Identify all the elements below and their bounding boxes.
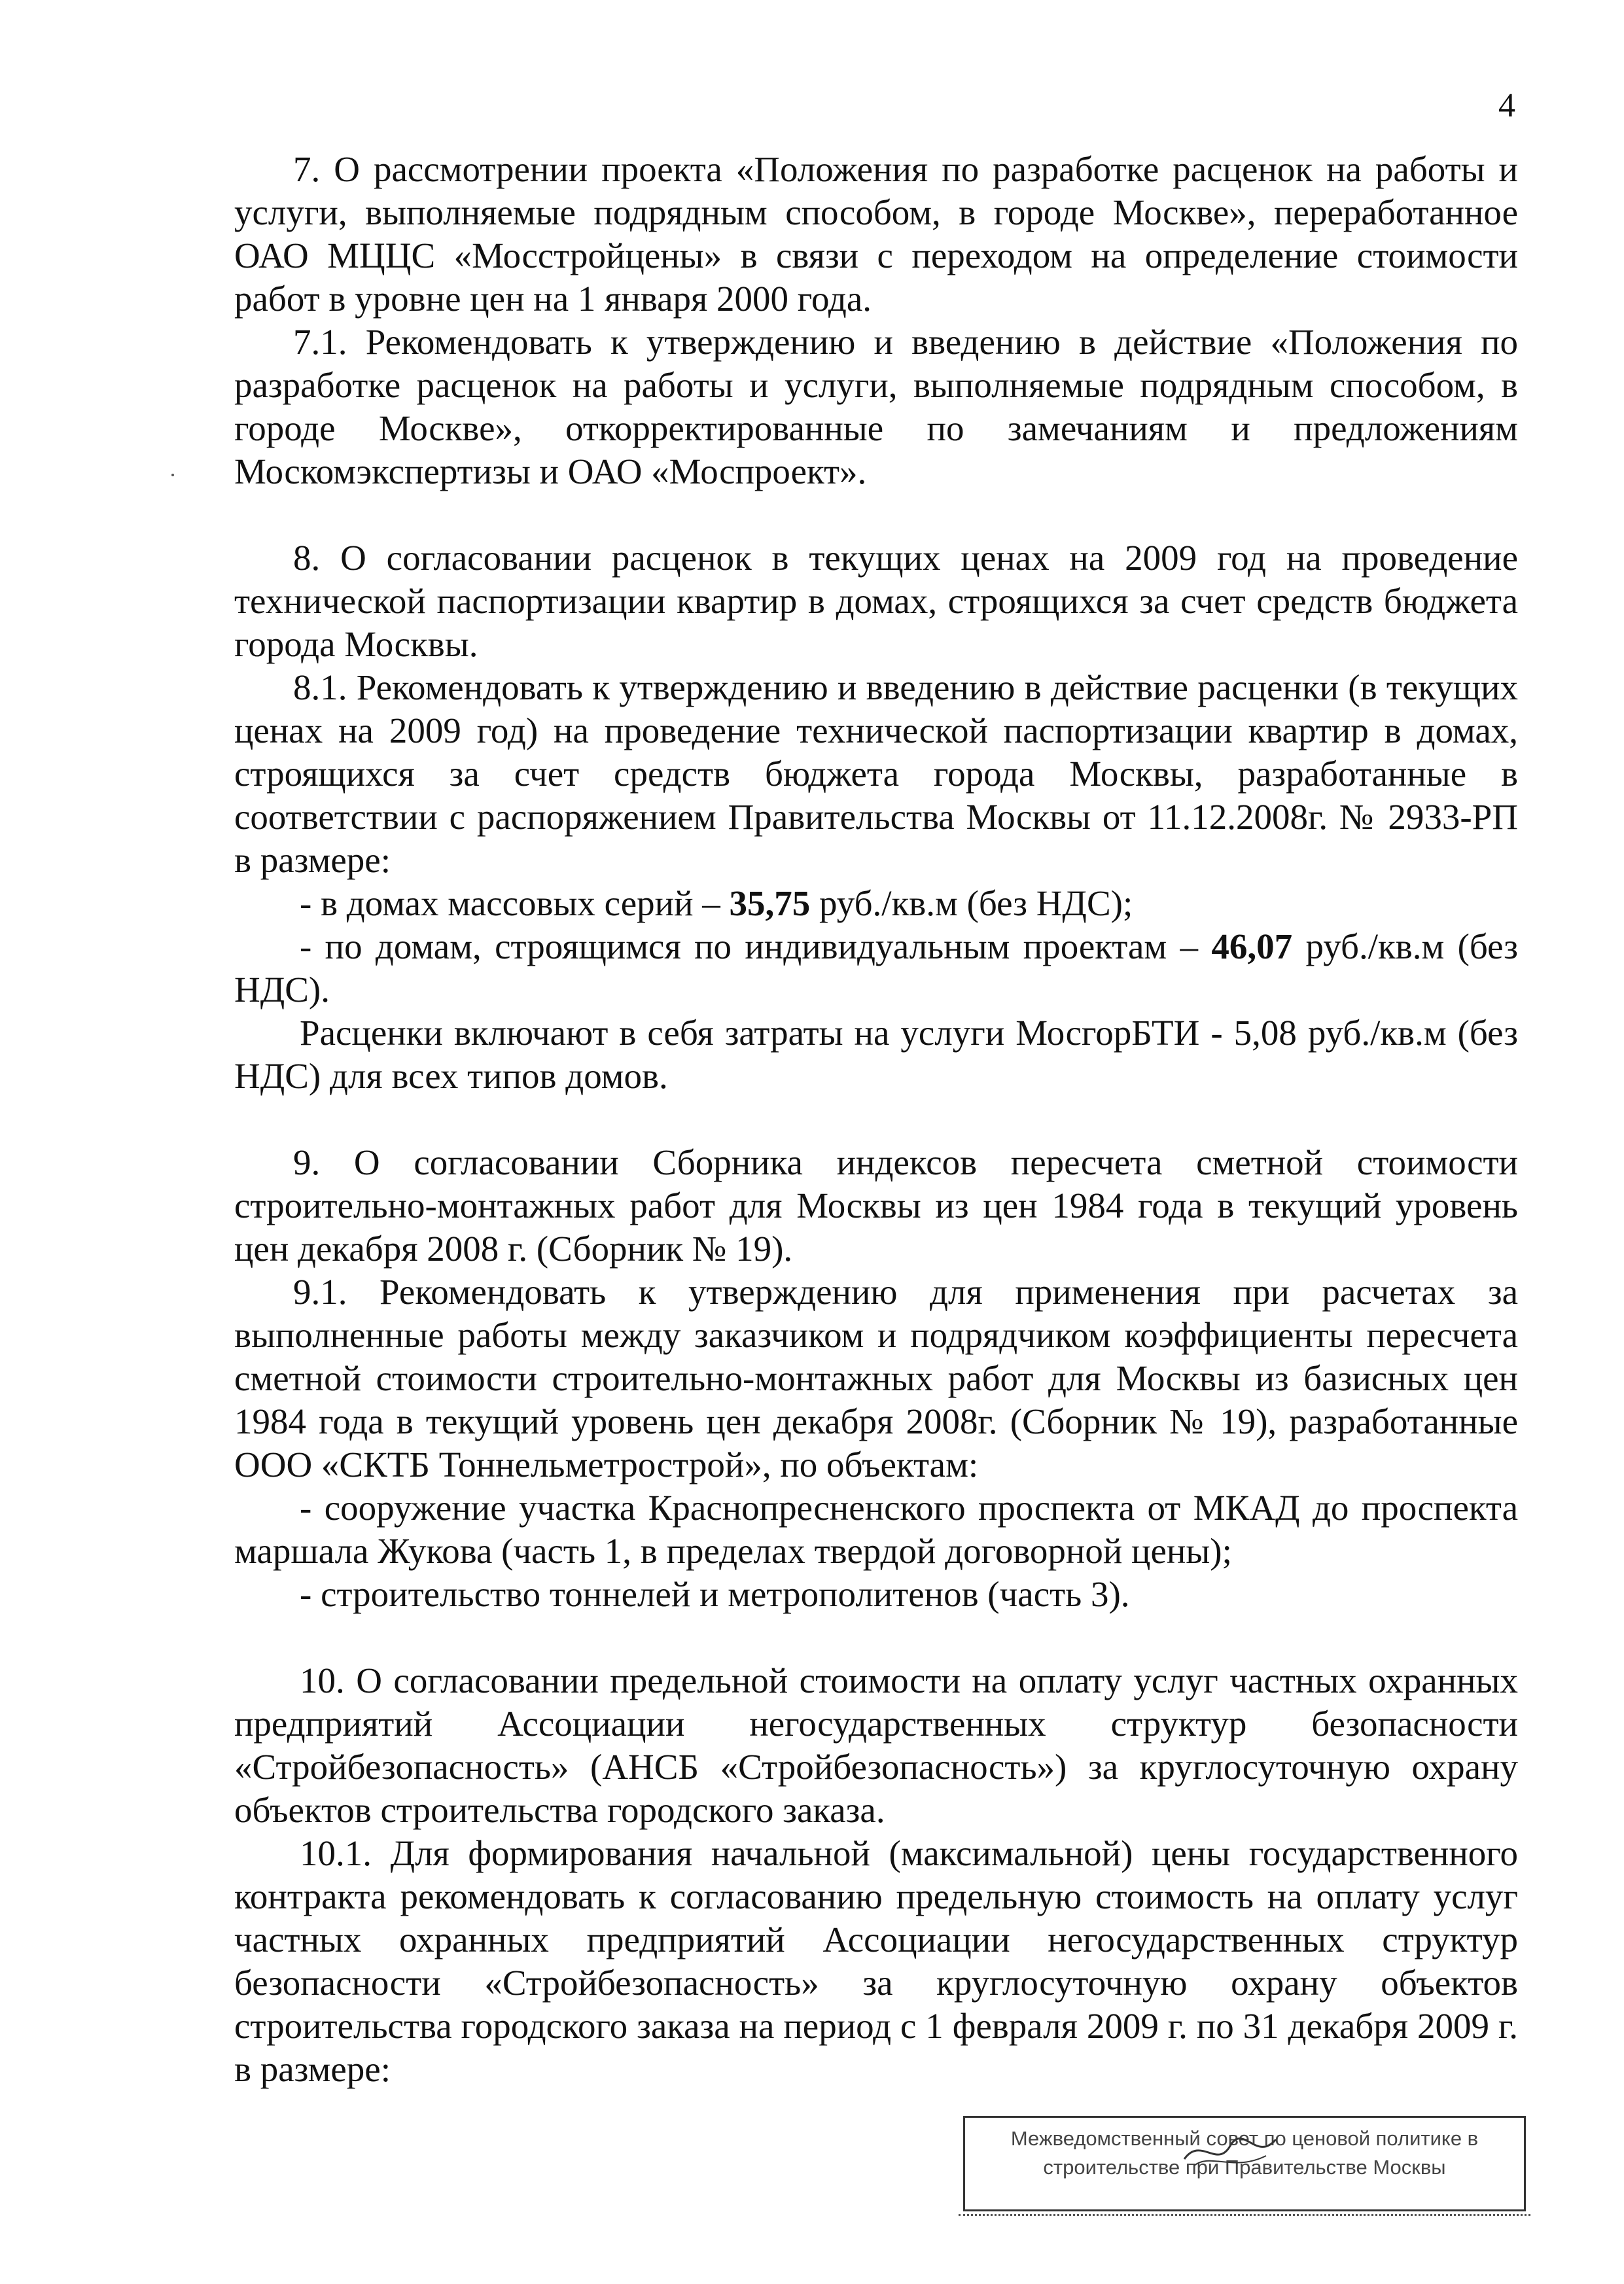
section-10-1: 10.1. Для формирования начальной (максимальной) цены государственного контракта рекомендовать к согласованию предельную стоимость на оплату услуг частных охранных предприятий Ассоциации негосударственных структур безопасности «Стройбезопасность» за круглосуточную охрану объектов строительства городского заказа на период с 1 февраля 2009 г. по 31 декабря 2009 г. в размере: (234, 1833, 1518, 2089)
body-text (234, 148, 1518, 2091)
section-9-item-1: - сооружение участка Краснопресненского проспекта от МКАД до проспекта маршала Жукова (часть 1, в пределах твердой договорной цены); (234, 1488, 1518, 1571)
stamp-dotted-edge (959, 2210, 1530, 2216)
scan-speck (171, 474, 174, 476)
page-number: 4 (1498, 87, 1515, 124)
section-7-title: 7. О рассмотрении проекта «Положения по разработке расценок на работы и услуги, выполняемые подрядным способом, в городе Москве», переработанное ОАО МЦЦС «Мосстройцены» в связи с переходом на определение стоимости работ в уровне цен на 1 января 2000 года. (234, 149, 1518, 319)
section-9-1: 9.1. Рекомендовать к утверждению для применения при расчетах за выполненные работы между заказчиком и подрядчиком коэффициенты пересчета сметной стоимости строительно-монтажных работ для Москвы из базисных цен 1984 года в текущий уровень цен декабря 2008г. (Сборник № 19), разработанные ООО «СКТБ Тоннельметрострой», по объектам: (234, 1272, 1518, 1485)
section-8-1: 8.1. Рекомендовать к утверждению и введению в действие расценки (в текущих ценах на 2009 год) на проведение технической паспортизации квартир в домах, строящихся за счет средств бюджета города Москвы, разработанные в соответствии с распоряжением Правительства Москвы от 11.12.2008г. № 2933-РП в размере: (234, 667, 1518, 880)
section-8-item-2: - по домам, строящимся по индивидуальным проектам – 46,07 руб./кв.м (без НДС). (234, 926, 1518, 1010)
section-8-title: 8. О согласовании расценок в текущих ценах на 2009 год на проведение технической паспортизации квартир в домах, строящихся за счет средств бюджета города Москвы. (234, 538, 1518, 664)
section-9-item-2: - строительство тоннелей и метрополитенов (часть 3). (300, 1574, 1130, 1614)
section-10-title: 10. О согласовании предельной стоимости на оплату услуг частных охранных предприятий Ассоциации негосударственных структур безопасности «Стройбезопасность» (АНСБ «Стройбезопасность») за круглосуточную охрану объектов строительства городского заказа. (234, 1660, 1518, 1830)
stamp-line-2: строительстве при Правительстве Москвы (1043, 2156, 1446, 2179)
council-stamp (963, 2116, 1526, 2211)
section-7-1: 7.1. Рекомендовать к утверждению и введению в действие «Положения по разработке расценок на работы и услуги, выполняемые подрядным способом, в городе Москве», откорректированные по замечаниям и предложениям Москомэкспертизы и ОАО «Моспроект». (234, 322, 1518, 491)
section-8-note: Расценки включают в себя затраты на услуги МосгорБТИ - 5,08 руб./кв.м (без НДС) для всех типов домов. (234, 1013, 1518, 1096)
signature-mark (1181, 2130, 1279, 2175)
section-8-item-1: - в домах массовых серий – 35,75 руб./кв.м (без НДС); (300, 883, 1133, 923)
price-mass-series: 35,75 (729, 883, 811, 923)
section-9-title: 9. О согласовании Сборника индексов пересчета сметной стоимости строительно-монтажных работ для Москвы из цен 1984 года в текущий уровень цен декабря 2008 г. (Сборник № 19). (234, 1142, 1518, 1269)
stamp-line-1: Межведомственный совет по ценовой политике в (1010, 2127, 1479, 2150)
price-individual: 46,07 (1211, 926, 1293, 966)
